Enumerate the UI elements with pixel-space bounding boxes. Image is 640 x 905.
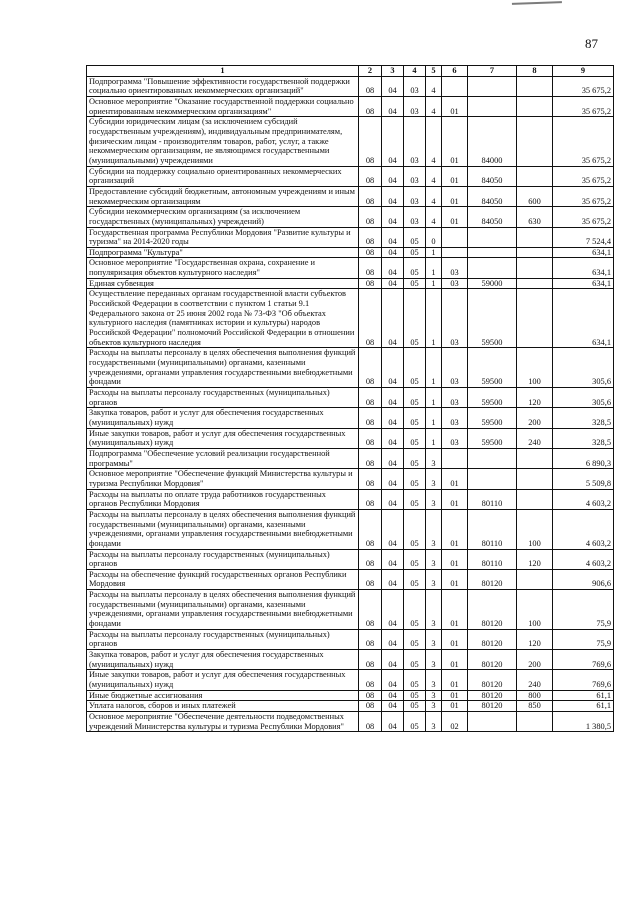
amount-cell: 305,6 <box>553 348 614 388</box>
table-row <box>87 650 614 670</box>
subprogram-code-cell: 1 <box>426 388 442 408</box>
program-code-cell: 05 <box>404 348 426 388</box>
program-code-cell: 05 <box>404 278 426 289</box>
header-cell: 7 <box>468 66 517 77</box>
header-cell: 4 <box>404 66 426 77</box>
expense-type-code-cell <box>517 289 553 348</box>
activity-code-cell: 02 <box>442 712 468 732</box>
amount-cell: 75,9 <box>553 590 614 630</box>
section-code-cell: 08 <box>359 207 382 227</box>
table-body <box>87 76 614 732</box>
row-name-cell: Иные закупки товаров, работ и услуг для обеспечения государственных (муниципальных) нужд <box>87 670 359 690</box>
section-code-cell: 08 <box>359 650 382 670</box>
row-name-cell: Расходы на выплаты персоналу в целях обеспечения выполнения функций государственными (муниципальными) органами, казенными учреждениями, органами управления государственными внебюджетными фондами <box>87 509 359 549</box>
direction-code-cell: 84050 <box>468 166 517 186</box>
section-code-cell: 08 <box>359 289 382 348</box>
subprogram-code-cell: 1 <box>426 408 442 428</box>
expense-type-code-cell <box>517 448 553 468</box>
activity-code-cell: 03 <box>442 278 468 289</box>
section-code-cell: 08 <box>359 448 382 468</box>
amount-cell: 4 603,2 <box>553 549 614 569</box>
row-name-cell: Уплата налогов, сборов и иных платежей <box>87 701 359 712</box>
activity-code-cell <box>442 247 468 258</box>
direction-code-cell: 59500 <box>468 388 517 408</box>
expense-type-code-cell <box>517 258 553 278</box>
amount-cell: 4 603,2 <box>553 509 614 549</box>
program-code-cell: 03 <box>404 186 426 206</box>
subsection-code-cell: 04 <box>382 207 404 227</box>
amount-cell: 7 524,4 <box>553 227 614 247</box>
expense-type-code-cell <box>517 278 553 289</box>
program-code-cell: 05 <box>404 701 426 712</box>
amount-cell: 61,1 <box>553 701 614 712</box>
expense-type-code-cell: 100 <box>517 590 553 630</box>
expense-type-code-cell: 800 <box>517 690 553 701</box>
table-row <box>87 278 614 289</box>
table-row <box>87 690 614 701</box>
row-name-cell: Расходы на выплаты персоналу в целях обеспечения выполнения функций государственными (муниципальными) органами, казенными учреждениями, органами управления государственными внебюджетными фондами <box>87 348 359 388</box>
amount-cell: 5 509,8 <box>553 469 614 489</box>
activity-code-cell: 01 <box>442 569 468 589</box>
row-name-cell: Подпрограмма "Повышение эффективности государственной поддержки социально ориентированных некоммерческих организаций" <box>87 76 359 96</box>
subprogram-code-cell: 3 <box>426 509 442 549</box>
program-code-cell: 03 <box>404 117 426 166</box>
table-row <box>87 166 614 186</box>
activity-code-cell: 03 <box>442 428 468 448</box>
row-name-cell: Субсидии юридическим лицам (за исключением субсидий государственным учреждениям), индивидуальным предпринимателям, физическим лицам - производителям товаров, работ, услуг, а также некоммерческим организациям, не являющимся государственными (муниципальными) учреждениями <box>87 117 359 166</box>
program-code-cell: 05 <box>404 258 426 278</box>
program-code-cell: 05 <box>404 629 426 649</box>
header-cell: 3 <box>382 66 404 77</box>
section-code-cell: 08 <box>359 166 382 186</box>
row-name-cell: Расходы на выплаты персоналу в целях обеспечения выполнения функций государственными (муниципальными) органами, казенными учреждениями, органами управления государственными внебюджетными фондами <box>87 590 359 630</box>
activity-code-cell: 01 <box>442 186 468 206</box>
section-code-cell: 08 <box>359 701 382 712</box>
budget-table <box>86 65 614 732</box>
subprogram-code-cell: 1 <box>426 278 442 289</box>
expense-type-code-cell: 200 <box>517 650 553 670</box>
subsection-code-cell: 04 <box>382 289 404 348</box>
row-name-cell: Государственная программа Республики Мордовия "Развитие культуры и туризма" на 2014-2020 годы <box>87 227 359 247</box>
direction-code-cell: 80110 <box>468 489 517 509</box>
direction-code-cell: 80120 <box>468 590 517 630</box>
subprogram-code-cell: 4 <box>426 76 442 96</box>
table-row <box>87 408 614 428</box>
table-row <box>87 186 614 206</box>
program-code-cell: 05 <box>404 289 426 348</box>
activity-code-cell: 03 <box>442 289 468 348</box>
section-code-cell: 08 <box>359 408 382 428</box>
subsection-code-cell: 04 <box>382 117 404 166</box>
direction-code-cell <box>468 96 517 116</box>
amount-cell: 35 675,2 <box>553 166 614 186</box>
subsection-code-cell: 04 <box>382 701 404 712</box>
subprogram-code-cell: 4 <box>426 96 442 116</box>
direction-code-cell: 84000 <box>468 117 517 166</box>
subsection-code-cell: 04 <box>382 489 404 509</box>
row-name-cell: Закупка товаров, работ и услуг для обеспечения государственных (муниципальных) нужд <box>87 650 359 670</box>
row-name-cell: Подпрограмма "Культура" <box>87 247 359 258</box>
row-name-cell: Единая субвенция <box>87 278 359 289</box>
activity-code-cell: 03 <box>442 408 468 428</box>
section-code-cell: 08 <box>359 96 382 116</box>
subsection-code-cell: 04 <box>382 227 404 247</box>
table-row <box>87 96 614 116</box>
row-name-cell: Субсидии на поддержку социально ориентированных некоммерческих организаций <box>87 166 359 186</box>
expense-type-code-cell: 630 <box>517 207 553 227</box>
amount-cell: 634,1 <box>553 289 614 348</box>
table-row <box>87 489 614 509</box>
subprogram-code-cell: 3 <box>426 489 442 509</box>
row-name-cell: Основное мероприятие "Оказание государственной поддержки социально ориентированным некоммерческим организациям" <box>87 96 359 116</box>
amount-cell: 634,1 <box>553 278 614 289</box>
activity-code-cell: 01 <box>442 117 468 166</box>
row-name-cell: Иные закупки товаров, работ и услуг для обеспечения государственных (муниципальных) нужд <box>87 428 359 448</box>
program-code-cell: 05 <box>404 569 426 589</box>
program-code-cell: 05 <box>404 489 426 509</box>
section-code-cell: 08 <box>359 469 382 489</box>
table-row <box>87 569 614 589</box>
expense-type-code-cell: 100 <box>517 348 553 388</box>
subprogram-code-cell: 3 <box>426 712 442 732</box>
amount-cell: 35 675,2 <box>553 207 614 227</box>
direction-code-cell: 80120 <box>468 629 517 649</box>
section-code-cell: 08 <box>359 258 382 278</box>
program-code-cell: 05 <box>404 509 426 549</box>
direction-code-cell: 59500 <box>468 408 517 428</box>
subsection-code-cell: 04 <box>382 348 404 388</box>
row-name-cell: Основное мероприятие "Обеспечение функций Министерства культуры и туризма Республики Мордовия" <box>87 469 359 489</box>
section-code-cell: 08 <box>359 428 382 448</box>
section-code-cell: 08 <box>359 509 382 549</box>
row-name-cell: Расходы на выплаты персоналу государственных (муниципальных) органов <box>87 629 359 649</box>
direction-code-cell <box>468 227 517 247</box>
direction-code-cell: 59000 <box>468 278 517 289</box>
subsection-code-cell: 04 <box>382 247 404 258</box>
direction-code-cell: 84050 <box>468 186 517 206</box>
direction-code-cell <box>468 448 517 468</box>
program-code-cell: 03 <box>404 166 426 186</box>
table-row <box>87 629 614 649</box>
activity-code-cell: 01 <box>442 650 468 670</box>
section-code-cell: 08 <box>359 712 382 732</box>
subprogram-code-cell: 3 <box>426 690 442 701</box>
subsection-code-cell: 04 <box>382 670 404 690</box>
subsection-code-cell: 04 <box>382 509 404 549</box>
program-code-cell: 05 <box>404 469 426 489</box>
amount-cell: 35 675,2 <box>553 96 614 116</box>
row-name-cell: Расходы на обеспечение функций государственных органов Республики Мордовия <box>87 569 359 589</box>
subprogram-code-cell: 4 <box>426 207 442 227</box>
activity-code-cell <box>442 227 468 247</box>
direction-code-cell: 80110 <box>468 509 517 549</box>
expense-type-code-cell: 600 <box>517 186 553 206</box>
subprogram-code-cell: 3 <box>426 650 442 670</box>
program-code-cell: 05 <box>404 428 426 448</box>
expense-type-code-cell: 240 <box>517 670 553 690</box>
table-row <box>87 590 614 630</box>
section-code-cell: 08 <box>359 549 382 569</box>
activity-code-cell: 03 <box>442 348 468 388</box>
subprogram-code-cell: 0 <box>426 227 442 247</box>
row-name-cell: Иные бюджетные ассигнования <box>87 690 359 701</box>
expense-type-code-cell <box>517 469 553 489</box>
table-row <box>87 509 614 549</box>
section-code-cell: 08 <box>359 590 382 630</box>
header-cell: 1 <box>87 66 359 77</box>
subsection-code-cell: 04 <box>382 690 404 701</box>
program-code-cell: 05 <box>404 670 426 690</box>
amount-cell: 4 603,2 <box>553 489 614 509</box>
activity-code-cell: 01 <box>442 489 468 509</box>
section-code-cell: 08 <box>359 117 382 166</box>
program-code-cell: 05 <box>404 712 426 732</box>
row-name-cell: Предоставление субсидий бюджетным, автономным учреждениям и иным некоммерческим организациям <box>87 186 359 206</box>
amount-cell: 35 675,2 <box>553 117 614 166</box>
program-code-cell: 03 <box>404 207 426 227</box>
subsection-code-cell: 04 <box>382 166 404 186</box>
activity-code-cell: 01 <box>442 549 468 569</box>
section-code-cell: 08 <box>359 629 382 649</box>
section-code-cell: 08 <box>359 569 382 589</box>
activity-code-cell: 01 <box>442 469 468 489</box>
activity-code-cell <box>442 76 468 96</box>
activity-code-cell: 01 <box>442 207 468 227</box>
expense-type-code-cell <box>517 489 553 509</box>
amount-cell: 906,6 <box>553 569 614 589</box>
program-code-cell: 05 <box>404 408 426 428</box>
subsection-code-cell: 04 <box>382 258 404 278</box>
activity-code-cell: 03 <box>442 258 468 278</box>
direction-code-cell: 59500 <box>468 428 517 448</box>
subprogram-code-cell: 1 <box>426 348 442 388</box>
program-code-cell: 05 <box>404 448 426 468</box>
amount-cell: 61,1 <box>553 690 614 701</box>
expense-type-code-cell <box>517 76 553 96</box>
table-row <box>87 428 614 448</box>
subprogram-code-cell: 4 <box>426 166 442 186</box>
direction-code-cell: 80110 <box>468 549 517 569</box>
activity-code-cell: 01 <box>442 590 468 630</box>
table-row <box>87 258 614 278</box>
program-code-cell: 05 <box>404 388 426 408</box>
table-row <box>87 701 614 712</box>
subsection-code-cell: 04 <box>382 428 404 448</box>
amount-cell: 769,6 <box>553 670 614 690</box>
row-name-cell: Расходы на выплаты персоналу государственных (муниципальных) органов <box>87 549 359 569</box>
page-number: 87 <box>585 36 598 51</box>
direction-code-cell: 80120 <box>468 670 517 690</box>
subprogram-code-cell: 1 <box>426 247 442 258</box>
subprogram-code-cell: 3 <box>426 670 442 690</box>
expense-type-code-cell: 850 <box>517 701 553 712</box>
activity-code-cell: 01 <box>442 166 468 186</box>
direction-code-cell: 59500 <box>468 348 517 388</box>
program-code-cell: 05 <box>404 690 426 701</box>
amount-cell: 75,9 <box>553 629 614 649</box>
program-code-cell: 03 <box>404 96 426 116</box>
subprogram-code-cell: 3 <box>426 469 442 489</box>
subprogram-code-cell: 4 <box>426 117 442 166</box>
scan-mark <box>512 1 562 9</box>
amount-cell: 634,1 <box>553 247 614 258</box>
amount-cell: 35 675,2 <box>553 76 614 96</box>
amount-cell: 1 380,5 <box>553 712 614 732</box>
program-code-cell: 05 <box>404 227 426 247</box>
activity-code-cell: 01 <box>442 670 468 690</box>
direction-code-cell <box>468 712 517 732</box>
activity-code-cell: 01 <box>442 629 468 649</box>
direction-code-cell: 80120 <box>468 569 517 589</box>
subprogram-code-cell: 1 <box>426 428 442 448</box>
program-code-cell: 05 <box>404 549 426 569</box>
table-row <box>87 117 614 166</box>
section-code-cell: 08 <box>359 690 382 701</box>
table-row <box>87 247 614 258</box>
subprogram-code-cell: 3 <box>426 448 442 468</box>
subsection-code-cell: 04 <box>382 629 404 649</box>
section-code-cell: 08 <box>359 186 382 206</box>
subprogram-code-cell: 3 <box>426 590 442 630</box>
subsection-code-cell: 04 <box>382 469 404 489</box>
subprogram-code-cell: 1 <box>426 258 442 278</box>
amount-cell: 328,5 <box>553 408 614 428</box>
expense-type-code-cell <box>517 569 553 589</box>
amount-cell: 6 890,3 <box>553 448 614 468</box>
expense-type-code-cell <box>517 247 553 258</box>
subprogram-code-cell: 3 <box>426 549 442 569</box>
section-code-cell: 08 <box>359 278 382 289</box>
subsection-code-cell: 04 <box>382 96 404 116</box>
section-code-cell: 08 <box>359 76 382 96</box>
row-name-cell: Основное мероприятие "Обеспечение деятельности подведомственных учреждений Министерства культуры и туризма Республики Мордовия" <box>87 712 359 732</box>
table-row <box>87 207 614 227</box>
expense-type-code-cell: 120 <box>517 629 553 649</box>
subsection-code-cell: 04 <box>382 712 404 732</box>
row-name-cell: Расходы на выплаты по оплате труда работников государственных органов Республики Мордовия <box>87 489 359 509</box>
table-row <box>87 469 614 489</box>
table-row <box>87 712 614 732</box>
table-row <box>87 670 614 690</box>
subprogram-code-cell: 3 <box>426 629 442 649</box>
subsection-code-cell: 04 <box>382 569 404 589</box>
subsection-code-cell: 04 <box>382 76 404 96</box>
subprogram-code-cell: 3 <box>426 701 442 712</box>
expense-type-code-cell <box>517 117 553 166</box>
table-row <box>87 289 614 348</box>
activity-code-cell: 01 <box>442 701 468 712</box>
expense-type-code-cell: 120 <box>517 388 553 408</box>
expense-type-code-cell <box>517 712 553 732</box>
table-row <box>87 388 614 408</box>
activity-code-cell <box>442 448 468 468</box>
direction-code-cell: 80120 <box>468 701 517 712</box>
header-cell: 5 <box>426 66 442 77</box>
direction-code-cell <box>468 469 517 489</box>
table-row <box>87 348 614 388</box>
row-name-cell: Закупка товаров, работ и услуг для обеспечения государственных (муниципальных) нужд <box>87 408 359 428</box>
direction-code-cell <box>468 247 517 258</box>
expense-type-code-cell: 100 <box>517 509 553 549</box>
subsection-code-cell: 04 <box>382 388 404 408</box>
expense-type-code-cell <box>517 96 553 116</box>
section-code-cell: 08 <box>359 227 382 247</box>
direction-code-cell <box>468 76 517 96</box>
subprogram-code-cell: 3 <box>426 569 442 589</box>
header-cell: 6 <box>442 66 468 77</box>
amount-cell: 35 675,2 <box>553 186 614 206</box>
row-name-cell: Расходы на выплаты персоналу государственных (муниципальных) органов <box>87 388 359 408</box>
activity-code-cell: 03 <box>442 388 468 408</box>
row-name-cell: Осуществление переданных органам государственной власти субъектов Российской Федерации в соответствии с пунктом 1 статьи 9.1 Федерального закона от 25 июня 2002 года № 73-ФЗ "Об объектах культурного наследия (памятниках истории и культуры) народов Российской Федерации" полномочий Российской Федерации в отношении объектов культурного наследия <box>87 289 359 348</box>
activity-code-cell: 01 <box>442 96 468 116</box>
expense-type-code-cell: 240 <box>517 428 553 448</box>
expense-type-code-cell: 200 <box>517 408 553 428</box>
direction-code-cell: 59500 <box>468 289 517 348</box>
header-cell: 2 <box>359 66 382 77</box>
row-name-cell: Субсидии некоммерческим организациям (за исключением государственных (муниципальных) учреждений) <box>87 207 359 227</box>
table-row <box>87 448 614 468</box>
amount-cell: 328,5 <box>553 428 614 448</box>
header-cell: 9 <box>553 66 614 77</box>
section-code-cell: 08 <box>359 348 382 388</box>
direction-code-cell <box>468 258 517 278</box>
header-row <box>87 66 614 77</box>
subsection-code-cell: 04 <box>382 278 404 289</box>
subsection-code-cell: 04 <box>382 590 404 630</box>
amount-cell: 634,1 <box>553 258 614 278</box>
subsection-code-cell: 04 <box>382 549 404 569</box>
subprogram-code-cell: 4 <box>426 186 442 206</box>
header-cell: 8 <box>517 66 553 77</box>
row-name-cell: Основное мероприятие "Государственная охрана, сохранение и популяризация объектов культурного наследия" <box>87 258 359 278</box>
table-row <box>87 76 614 96</box>
subprogram-code-cell: 1 <box>426 289 442 348</box>
direction-code-cell: 80120 <box>468 690 517 701</box>
direction-code-cell: 80120 <box>468 650 517 670</box>
program-code-cell: 03 <box>404 76 426 96</box>
expense-type-code-cell: 120 <box>517 549 553 569</box>
section-code-cell: 08 <box>359 670 382 690</box>
table-row <box>87 549 614 569</box>
row-name-cell: Подпрограмма "Обеспечение условий реализации государственной программы" <box>87 448 359 468</box>
subsection-code-cell: 04 <box>382 650 404 670</box>
direction-code-cell: 84050 <box>468 207 517 227</box>
program-code-cell: 05 <box>404 590 426 630</box>
section-code-cell: 08 <box>359 489 382 509</box>
subsection-code-cell: 04 <box>382 448 404 468</box>
subsection-code-cell: 04 <box>382 408 404 428</box>
subsection-code-cell: 04 <box>382 186 404 206</box>
section-code-cell: 08 <box>359 247 382 258</box>
amount-cell: 769,6 <box>553 650 614 670</box>
section-code-cell: 08 <box>359 388 382 408</box>
activity-code-cell: 01 <box>442 690 468 701</box>
expense-type-code-cell <box>517 227 553 247</box>
program-code-cell: 05 <box>404 247 426 258</box>
table-row <box>87 227 614 247</box>
expense-type-code-cell <box>517 166 553 186</box>
program-code-cell: 05 <box>404 650 426 670</box>
amount-cell: 305,6 <box>553 388 614 408</box>
activity-code-cell: 01 <box>442 509 468 549</box>
